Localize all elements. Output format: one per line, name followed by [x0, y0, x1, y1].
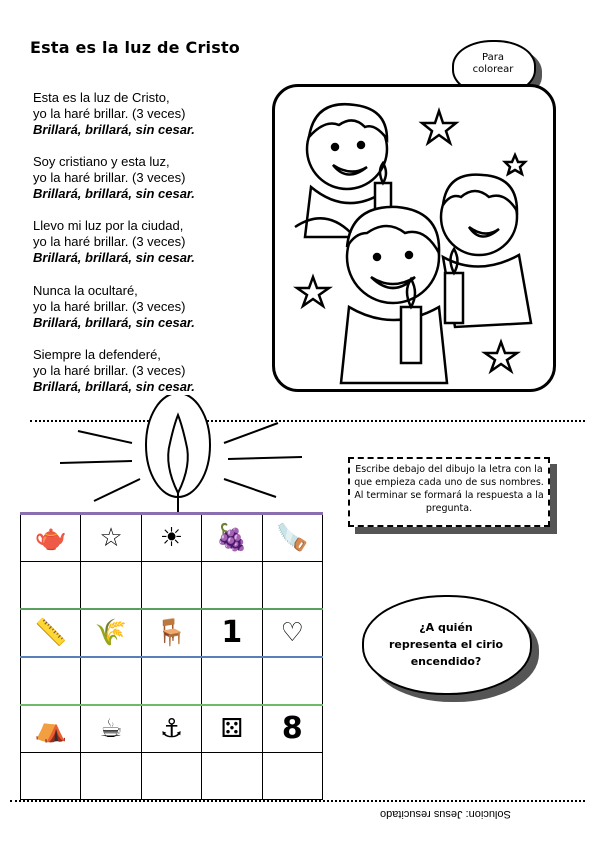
grid-row-icons-1 [21, 514, 323, 562]
grid-row-icons-3 [21, 705, 323, 753]
illustration-svg [275, 87, 553, 389]
grid-cell [202, 609, 262, 657]
verse-line: yo la haré brillar. (3 veces) [33, 234, 186, 249]
verse-line: yo la haré brillar. (3 veces) [33, 106, 186, 121]
verse-line: yo la haré brillar. (3 veces) [33, 363, 186, 378]
answer-cell[interactable] [81, 753, 141, 800]
verse-1 [33, 90, 195, 138]
heart-icon: ♡ [280, 618, 304, 648]
solution-text: Solucion: Jesus resucitado [380, 808, 511, 820]
grid-cell [21, 705, 81, 753]
number-eight-icon: 8 [281, 711, 303, 746]
verse-line: Llevo mi luz por la ciudad, [33, 218, 184, 233]
verse-refrain: Brillará, brillará, sin cesar. [33, 315, 195, 330]
cup-icon: ☕ [99, 714, 123, 744]
verse-4 [33, 283, 195, 331]
answer-cell[interactable] [141, 657, 201, 705]
star-icon [422, 111, 456, 143]
grid-table [20, 512, 323, 800]
wheat-icon: 🌾 [94, 618, 128, 648]
boy-right [441, 175, 531, 327]
grid-cell [262, 705, 322, 753]
page-title: Esta es la luz de Cristo [30, 38, 240, 57]
grid-cell [81, 705, 141, 753]
bubble-line: colorear [472, 64, 514, 75]
question-line: ¿A quién [419, 621, 473, 634]
answer-cell[interactable] [141, 562, 201, 610]
letter-grid [20, 512, 323, 792]
star-icon: ☆ [99, 523, 123, 553]
answer-cell[interactable] [202, 562, 262, 610]
verse-refrain: Brillará, brillará, sin cesar. [33, 250, 195, 265]
grid-cell [81, 609, 141, 657]
bubble-line: Para [482, 52, 504, 63]
dice-icon: ⚄ [220, 714, 244, 744]
sun-icon: ☀ [159, 523, 184, 553]
answer-cell[interactable] [202, 753, 262, 800]
anchor-icon: ⚓ [159, 714, 184, 744]
footer-divider [10, 800, 585, 802]
question-line: encendido? [410, 655, 482, 668]
verse-refrain: Brillará, brillará, sin cesar. [33, 379, 195, 394]
question-line: representa el cirio [388, 638, 504, 651]
instructions-box: Escribe debajo del dibujo la letra con la que empieza cada uno de sus nombres. Al terminar se formará la respuesta a la pregunta. [348, 457, 550, 527]
grid-cell [21, 514, 81, 562]
grid-cell [202, 705, 262, 753]
answer-cell[interactable] [21, 657, 81, 705]
verse-5 [33, 347, 195, 395]
grid-cell [21, 609, 81, 657]
grid-cell [81, 514, 141, 562]
children-with-candles-illustration [272, 84, 556, 392]
number-one-icon: 1 [221, 615, 243, 650]
answer-cell[interactable] [81, 657, 141, 705]
answer-cell[interactable] [21, 562, 81, 610]
grid-cell [262, 514, 322, 562]
verse-line: yo la haré brillar. (3 veces) [33, 170, 186, 185]
verse-3 [33, 218, 195, 266]
chair-icon: 🪑 [155, 618, 188, 648]
jug-icon: 🫖 [34, 523, 67, 553]
answer-cell[interactable] [141, 753, 201, 800]
grid-cell [141, 609, 201, 657]
grid-row-answers-3 [21, 753, 323, 800]
answer-cell[interactable] [262, 657, 322, 705]
answer-cell[interactable] [262, 562, 322, 610]
bubble-text [452, 52, 534, 76]
question-text [368, 619, 524, 670]
verse-refrain: Brillará, brillará, sin cesar. [33, 122, 195, 137]
grid-row-answers-1 [21, 562, 323, 610]
verse-line: Nunca la ocultaré, [33, 283, 138, 298]
saw-icon: 🪚 [276, 523, 309, 553]
grid-cell [202, 514, 262, 562]
star-icon [485, 342, 517, 371]
verse-line: Soy cristiano y esta luz, [33, 154, 170, 169]
star-icon [297, 277, 329, 306]
grapes-icon: 🍇 [215, 523, 249, 553]
igloo-icon: ⛺ [34, 714, 67, 744]
grid-cell [141, 705, 201, 753]
verse-line: Siempre la defenderé, [33, 347, 161, 362]
verse-refrain: Brillará, brillará, sin cesar. [33, 186, 195, 201]
answer-cell[interactable] [81, 562, 141, 610]
ruler-icon: 📏 [34, 618, 67, 648]
question-bubble [362, 595, 538, 697]
grid-row-icons-2 [21, 609, 323, 657]
answer-cell[interactable] [21, 753, 81, 800]
grid-cell [141, 514, 201, 562]
verse-2 [33, 154, 195, 202]
answer-cell[interactable] [262, 753, 322, 800]
lit-candle-drawing [60, 395, 320, 520]
grid-row-answers-2 [21, 657, 323, 705]
answer-cell[interactable] [202, 657, 262, 705]
grid-cell [262, 609, 322, 657]
verse-line: yo la haré brillar. (3 veces) [33, 299, 186, 314]
verse-line: Esta es la luz de Cristo, [33, 90, 170, 105]
star-icon [505, 155, 525, 174]
